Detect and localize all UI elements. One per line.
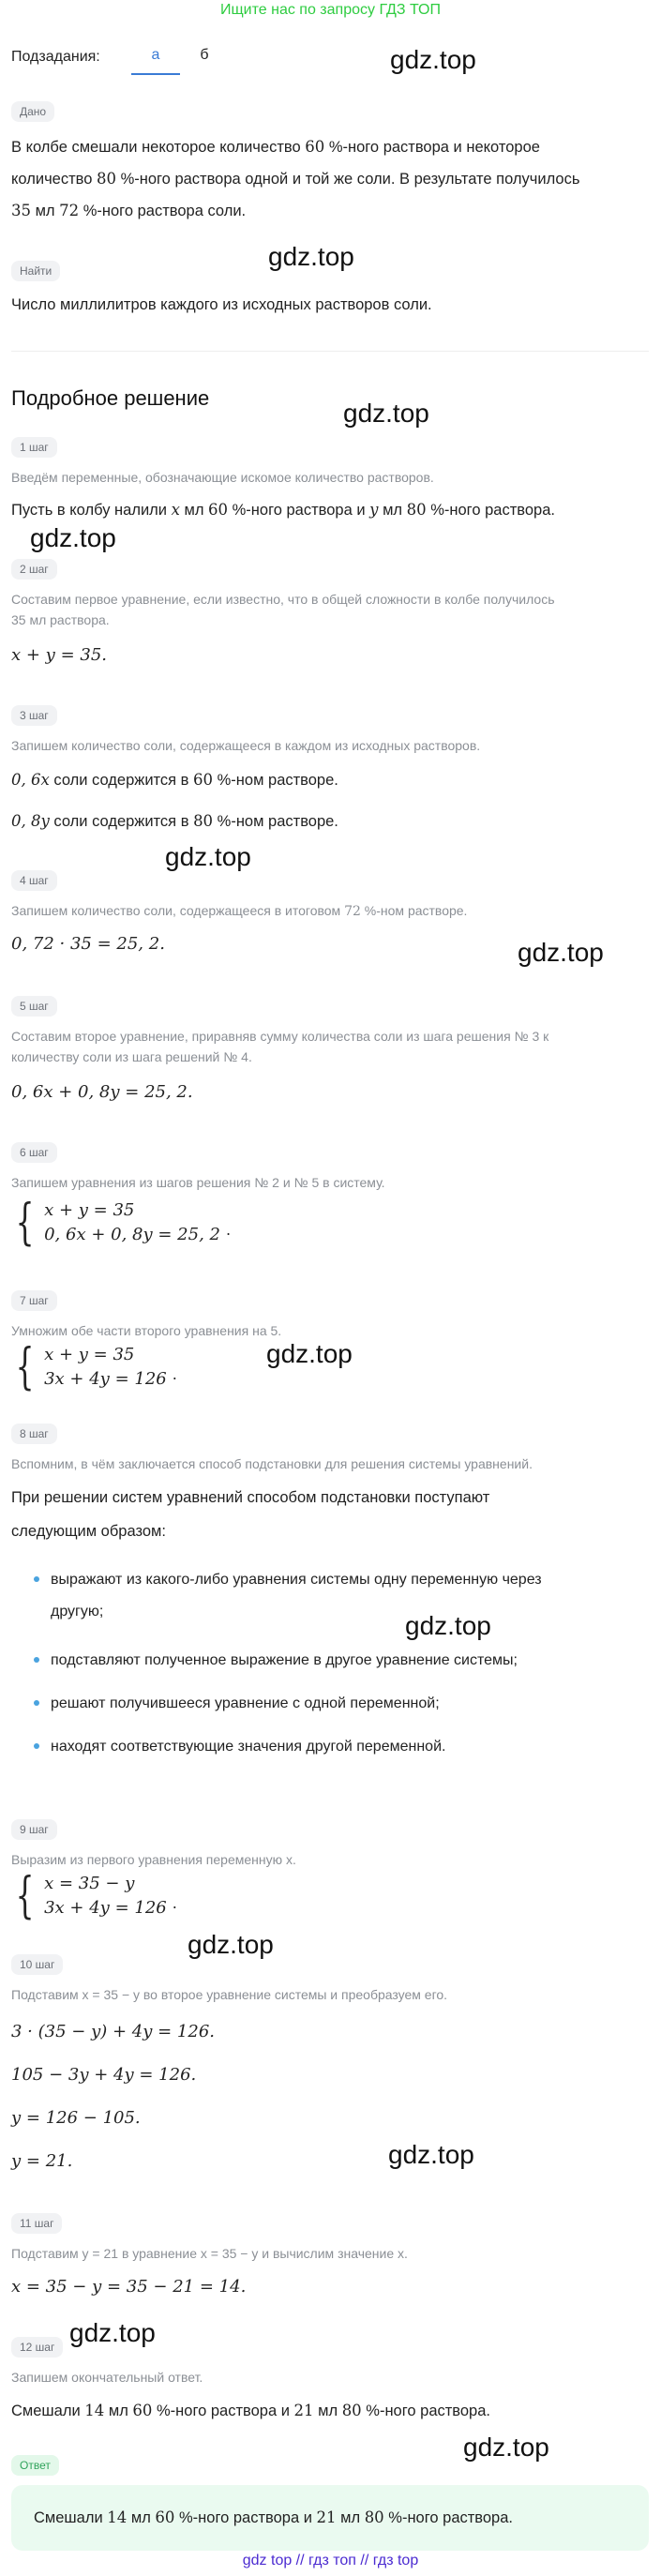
bullet-4: находят соответствующие значения другой переменной. xyxy=(51,1739,446,1755)
footer-separator: // xyxy=(292,2553,309,2568)
step-3-tag: 3 шаг xyxy=(11,705,57,726)
step-text: %-ного раствора. xyxy=(361,2403,490,2419)
system-line: x + y = 35 xyxy=(44,1345,135,1364)
find-tag: Найти xyxy=(11,261,60,281)
number: 80 xyxy=(406,501,427,519)
system-period: . xyxy=(172,1364,177,1383)
answer-tag: Ответ xyxy=(11,2455,59,2476)
watermark: gdz.top xyxy=(266,1339,353,1368)
number: 14 xyxy=(107,2508,128,2526)
number: 80 xyxy=(364,2508,384,2526)
step-text: %-ном растворе. xyxy=(213,813,338,830)
formula-inline: 0, 8y xyxy=(11,812,50,830)
step-4-formula: 0, 72 · 35 = 25, 2. xyxy=(11,934,165,954)
solution-title: Подробное решение xyxy=(11,386,210,410)
step-12-tag: 12 шаг xyxy=(11,2337,63,2358)
step-10-formula-2: 105 − 3y + 4y = 126. xyxy=(11,2065,197,2085)
watermark: gdz.top xyxy=(405,1611,491,1640)
step-7-system xyxy=(9,1339,177,1395)
footer-links xyxy=(0,2553,661,2569)
bullet-dot xyxy=(34,1576,39,1582)
subtask-tab-a[interactable]: а xyxy=(131,43,180,75)
step-8-intro-2: следующим образом: xyxy=(11,1523,166,1540)
step-3-desc: Запишем количество соли, содержащееся в каждом из исходных растворов. xyxy=(11,738,481,753)
number: 14 xyxy=(84,2402,105,2419)
given-tag: Дано xyxy=(11,101,54,122)
given-number: 60 xyxy=(305,138,325,156)
answer-part: мл xyxy=(336,2509,365,2526)
watermark: gdz.top xyxy=(343,399,429,428)
brace-icon: { xyxy=(15,1868,35,1924)
step-text: %-ном растворе. xyxy=(213,772,338,789)
step-8-intro-1: При решении систем уравнений способом подстановки поступают xyxy=(11,1489,490,1506)
given-text: %-ного раствора соли. xyxy=(79,203,247,219)
step-7-desc: Умножим обе части второго уравнения на 5. xyxy=(11,1323,282,1338)
step-text: мл xyxy=(378,502,407,519)
var-x: x xyxy=(171,501,180,519)
answer-part: Смешали xyxy=(34,2509,108,2526)
number: 60 xyxy=(132,2402,153,2419)
step-text: Смешали xyxy=(11,2403,85,2419)
brace-icon: { xyxy=(15,1195,35,1251)
top-banner[interactable]: Ищите нас по запросу ГДЗ ТОП xyxy=(220,2,441,18)
watermark: gdz.top xyxy=(388,2140,474,2169)
step-7-tag: 7 шаг xyxy=(11,1290,57,1311)
given-line-1 xyxy=(11,131,540,163)
step-12-desc: Запишем окончательный ответ. xyxy=(11,2370,203,2385)
given-number: 35 xyxy=(11,202,31,219)
watermark: gdz.top xyxy=(268,242,354,271)
step-6-desc: Запишем уравнения из шагов решения № 2 и № 5 в систему. xyxy=(11,1175,385,1190)
answer-text xyxy=(34,2502,513,2534)
answer-box xyxy=(11,2485,649,2551)
divider xyxy=(11,351,649,352)
bullet-3: решают получившееся уравнение с одной переменной; xyxy=(51,1695,440,1711)
step-5-desc-1: Составим второе уравнение, приравняв сумму количества соли из шага решения № 3 к xyxy=(11,1029,549,1044)
number: 21 xyxy=(293,2402,314,2419)
watermark: gdz.top xyxy=(518,938,604,967)
footer-link-2[interactable]: гдз топ xyxy=(308,2553,356,2568)
subtask-tab-b[interactable]: б xyxy=(200,47,209,63)
given-text: мл xyxy=(31,203,60,219)
step-5-formula: 0, 6x + 0, 8y = 25, 2. xyxy=(11,1082,193,1102)
system-line: x = 35 − y xyxy=(44,1874,135,1893)
number: 60 xyxy=(208,501,229,519)
number: 80 xyxy=(193,812,214,830)
footer-separator: // xyxy=(355,2553,373,2568)
bullet-dot xyxy=(34,1743,39,1749)
desc-text: %-ном растворе. xyxy=(360,903,468,918)
watermark: gdz.top xyxy=(165,842,251,871)
subtasks-row xyxy=(11,43,649,81)
watermark: gdz.top xyxy=(463,2433,549,2462)
footer-link-3[interactable]: гдз top xyxy=(372,2553,419,2568)
watermark: gdz.top xyxy=(30,523,116,552)
number: 21 xyxy=(316,2508,337,2526)
bullet-2: подставляют полученное выражение в другое уравнение системы; xyxy=(51,1652,518,1668)
given-number: 72 xyxy=(59,202,80,219)
step-text: мл xyxy=(104,2403,133,2419)
step-10-formula-4: y = 21. xyxy=(11,2151,73,2171)
watermark: gdz.top xyxy=(69,2318,156,2347)
step-5-tag: 5 шаг xyxy=(11,996,57,1017)
step-10-desc: Подставим x = 35 − y во второе уравнение системы и преобразуем его. xyxy=(11,1987,448,2002)
step-text: мл xyxy=(313,2403,342,2419)
find-text: Число миллилитров каждого из исходных растворов соли. xyxy=(11,296,432,313)
footer-link-1[interactable]: gdz top xyxy=(242,2553,293,2568)
system-period: . xyxy=(225,1220,232,1239)
desc-text: Запишем количество соли, содержащееся в итоговом xyxy=(11,903,345,918)
given-line-3 xyxy=(11,195,246,227)
step-text: %-ного раствора. xyxy=(426,502,555,519)
step-11-tag: 11 шаг xyxy=(11,2213,62,2234)
step-text: %-ного раствора и xyxy=(152,2403,294,2419)
system-line: 3x + 4y = 126 xyxy=(44,1369,167,1389)
bullet-1a: выражают из какого-либо уравнения системы одну переменную через xyxy=(51,1572,542,1588)
number: 60 xyxy=(193,771,214,789)
answer-part: %-ного раствора и xyxy=(174,2509,317,2526)
step-6-tag: 6 шаг xyxy=(11,1142,57,1163)
step-8-tag: 8 шаг xyxy=(11,1424,57,1444)
step-9-system xyxy=(9,1868,177,1924)
step-4-tag: 4 шаг xyxy=(11,870,57,891)
bullet-dot xyxy=(34,1700,39,1706)
step-5-desc-2: количеству соли из шага решений № 4. xyxy=(11,1049,252,1064)
subtasks-label: Подзадания: xyxy=(11,49,100,65)
step-3-line-1 xyxy=(11,764,338,796)
formula-inline: 0, 6x xyxy=(11,771,50,789)
number: 72 xyxy=(344,904,361,919)
system-line: 3x + 4y = 126 xyxy=(44,1898,167,1918)
step-2-desc-1: Составим первое уравнение, если известно, что в общей сложности в колбе получилось xyxy=(11,592,555,607)
watermark: gdz.top xyxy=(188,1930,274,1959)
step-6-system xyxy=(9,1195,232,1251)
answer-part: мл xyxy=(127,2509,156,2526)
number: 80 xyxy=(341,2402,362,2419)
system-period: . xyxy=(172,1893,177,1912)
bullet-dot xyxy=(34,1657,39,1663)
step-text: Пусть в колбу налили xyxy=(11,502,172,519)
step-11-formula: x = 35 − y = 35 − 21 = 14. xyxy=(11,2277,247,2297)
step-8-desc: Вспомним, в чём заключается способ подстановки для решения системы уравнений. xyxy=(11,1456,533,1471)
step-text: соли содержится в xyxy=(49,813,194,830)
step-1-desc: Введём переменные, обозначающие искомое количество растворов. xyxy=(11,470,434,485)
step-12-text xyxy=(11,2395,490,2427)
given-text: В колбе смешали некоторое количество xyxy=(11,139,306,156)
step-2-tag: 2 шаг xyxy=(11,559,57,580)
watermark: gdz.top xyxy=(390,45,476,74)
var-y: y xyxy=(369,501,379,519)
system-line: 0, 6x + 0, 8y = 25, 2 xyxy=(44,1225,220,1244)
step-1-tag: 1 шаг xyxy=(11,437,57,458)
given-text: количество xyxy=(11,171,97,188)
given-line-2 xyxy=(11,163,579,195)
step-9-tag: 9 шаг xyxy=(11,1819,57,1840)
step-11-desc: Подставим y = 21 в уравнение x = 35 − y и вычислим значение x. xyxy=(11,2246,408,2261)
step-4-desc xyxy=(11,900,467,922)
step-2-desc-2: 35 мл раствора. xyxy=(11,612,110,627)
system-line: x + y = 35 xyxy=(44,1200,135,1220)
step-10-formula-3: y = 126 − 105. xyxy=(11,2108,141,2128)
bullet-1b: другую; xyxy=(51,1604,104,1619)
step-1-text xyxy=(11,494,555,526)
step-10-formula-1: 3 · (35 − y) + 4y = 126. xyxy=(11,2022,216,2041)
step-10-tag: 10 шаг xyxy=(11,1954,63,1975)
answer-part: %-ного раствора. xyxy=(383,2509,513,2526)
given-text: %-ного раствора одной и той же соли. В результате получилось xyxy=(115,171,580,188)
given-number: 80 xyxy=(96,170,116,188)
brace-icon: { xyxy=(15,1339,35,1395)
step-9-desc: Выразим из первого уравнения переменную x. xyxy=(11,1852,296,1867)
step-3-line-2 xyxy=(11,806,338,837)
step-text: %-ного раствора и xyxy=(228,502,370,519)
step-2-formula: x + y = 35. xyxy=(11,645,107,665)
number: 60 xyxy=(155,2508,175,2526)
step-text: мл xyxy=(179,502,209,519)
given-text: %-ного раствора и некоторое xyxy=(324,139,540,156)
step-text: соли содержится в xyxy=(49,772,194,789)
